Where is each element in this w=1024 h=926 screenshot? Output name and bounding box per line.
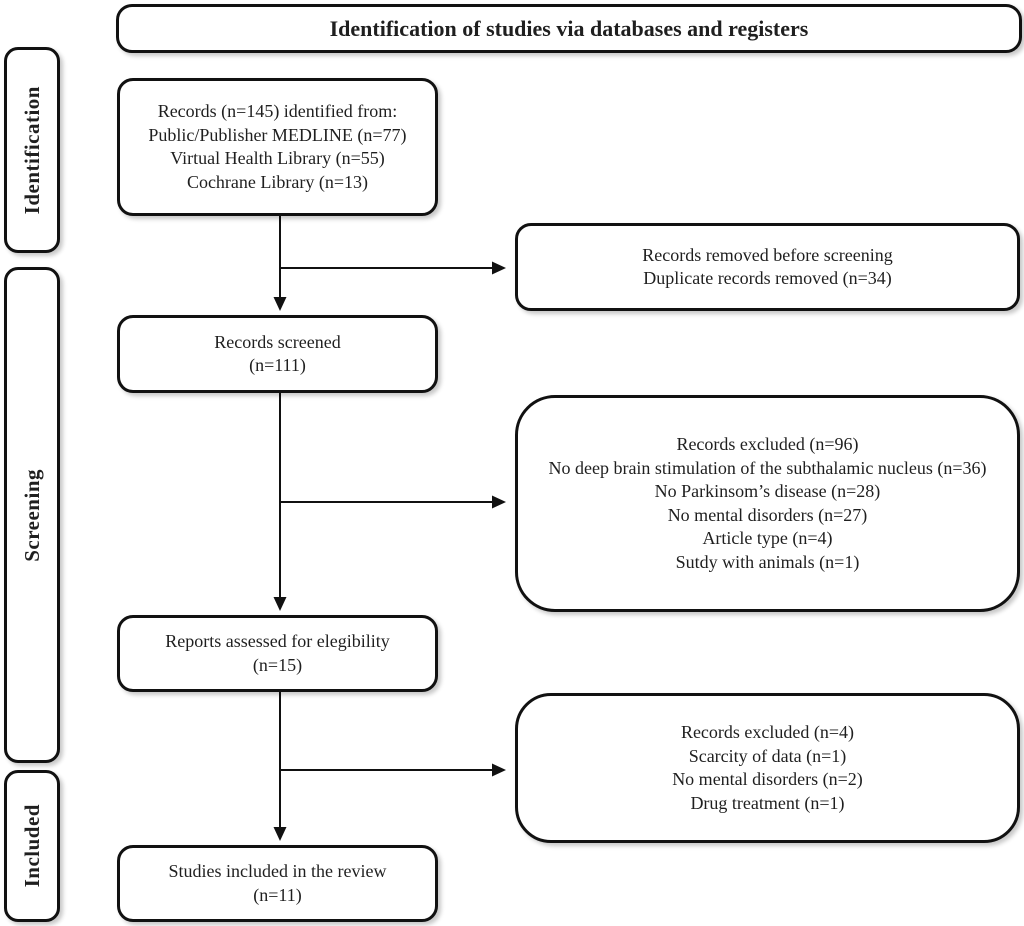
box-line: Duplicate records removed (n=34) — [643, 268, 892, 288]
box-line: Studies included in the review — [168, 861, 387, 881]
records-excluded-screening-text — [548, 433, 986, 574]
box-line: Article type (n=4) — [702, 528, 833, 548]
box-line: Reports assessed for elegibility — [165, 631, 390, 651]
arrow-identified-to-removed — [280, 262, 506, 275]
records-screened-text — [214, 331, 340, 378]
box-line: No deep brain stimulation of the subthalamic nucleus (n=36) — [548, 457, 987, 478]
records-excluded-eligibility-text — [672, 721, 863, 815]
box-line: Records excluded (n=4) — [680, 722, 855, 742]
box-line: Drug treatment (n=1) — [690, 792, 845, 813]
reports-assessed-text — [165, 630, 389, 677]
box-line: No mental disorders (n=2) — [672, 769, 863, 789]
arrow-assessed-to-included — [274, 692, 287, 841]
stage-identification-label: Identification — [19, 85, 44, 215]
diagram-title-box — [116, 4, 1022, 53]
stage-included — [4, 770, 60, 922]
diagram-title: Identification of studies via databases and registers — [329, 15, 809, 41]
arrow-screened-to-excluded — [280, 496, 506, 509]
stage-screening-label: Screening — [19, 468, 44, 562]
stage-identification — [4, 47, 60, 253]
records-identified-text — [148, 100, 406, 194]
arrow-assessed-to-excluded — [280, 764, 506, 777]
records-identified-box — [117, 78, 438, 216]
box-line: Records removed before screening — [642, 244, 893, 265]
records-removed-text — [642, 244, 892, 291]
records-excluded-eligibility-box — [515, 693, 1020, 843]
box-line: Virtual Health Library (n=55) — [170, 148, 385, 168]
records-excluded-screening-box — [515, 395, 1020, 612]
box-line: Records excluded (n=96) — [676, 434, 859, 454]
records-screened-box — [117, 315, 438, 393]
studies-included-text — [169, 860, 387, 907]
reports-assessed-box — [117, 615, 438, 692]
box-line: Sutdy with animals (n=1) — [675, 551, 860, 572]
box-line: No mental disorders (n=27) — [667, 504, 868, 525]
box-line: No Parkinsom’s disease (n=28) — [654, 481, 881, 501]
box-line: Records (n=145) identified from: — [157, 101, 398, 121]
box-line: Public/Publisher MEDLINE (n=77) — [148, 124, 407, 145]
stage-included-label: Included — [19, 804, 44, 888]
box-line: (n=111) — [249, 355, 306, 375]
box-line: (n=15) — [252, 654, 303, 675]
box-line: Records screened — [214, 331, 341, 352]
studies-included-box — [117, 845, 438, 922]
arrow-screened-to-assessed — [274, 393, 287, 611]
box-line: Scarcity of data (n=1) — [688, 745, 847, 766]
box-line: Cochrane Library (n=13) — [186, 171, 369, 192]
records-removed-box — [515, 223, 1020, 311]
stage-screening — [4, 267, 60, 763]
arrow-identified-to-screened — [274, 216, 287, 311]
box-line: (n=11) — [253, 884, 302, 905]
